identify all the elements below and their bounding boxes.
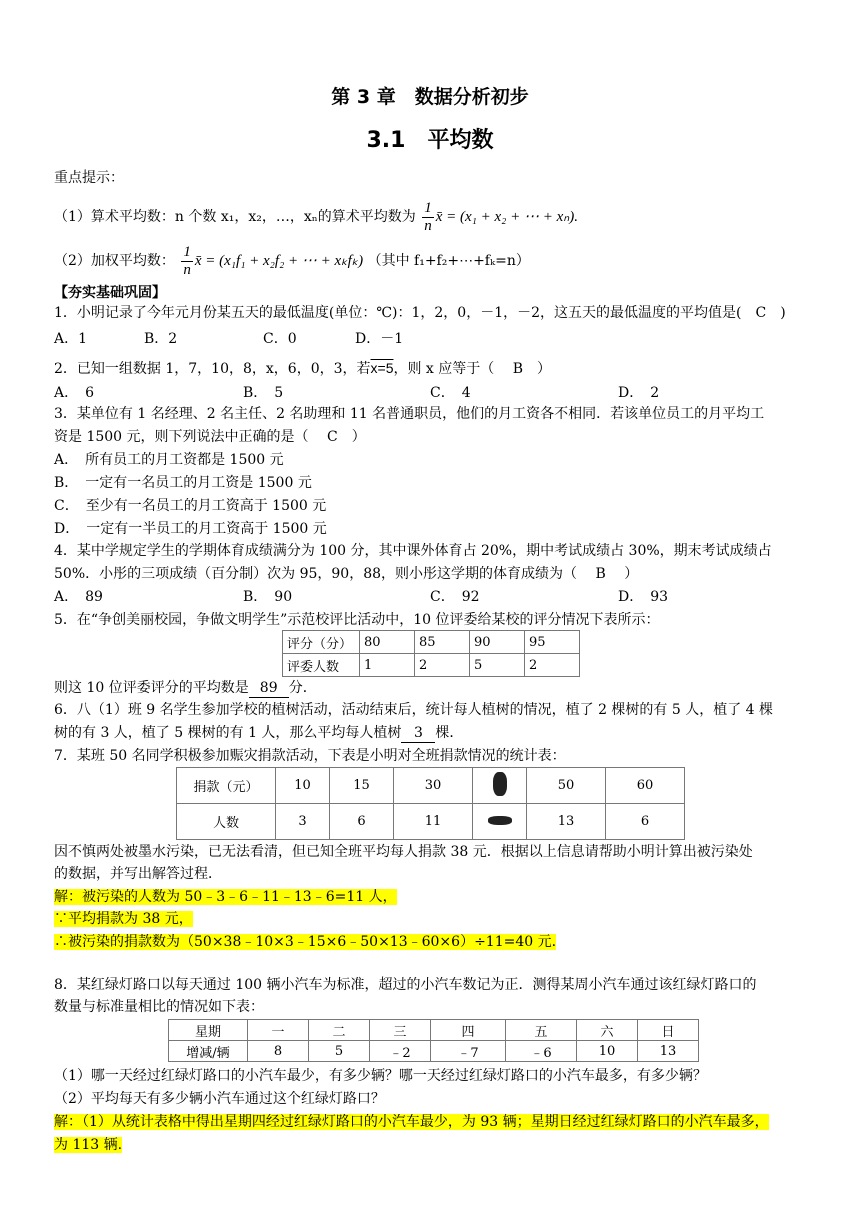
q6-line1: 6．八（1）班 9 名学生参加学校的植树活动，活动结束后，统计每人植树的情况，植了 2 棵树的有 5 人，植了 4 棵 (54, 702, 774, 718)
q1-option-a: A．1 (54, 331, 88, 347)
chapter-title: 第 3 章 数据分析初步 (331, 86, 529, 108)
table-cell: ﹣7 (431, 1041, 506, 1062)
table-row (169, 1041, 699, 1062)
frac-denominator: n (424, 217, 432, 234)
q8-sub2: （2）平均每天有多少辆小汽车通过这个红绿灯路口？ (54, 1091, 385, 1107)
q3-option-d: D． 一定有一半员工的月工资高于 1500 元 (54, 521, 327, 537)
table-cell: 30 (394, 768, 473, 804)
section-title: 3.1 平均数 (366, 128, 494, 153)
weighted-note: （其中 f₁+f₂+⋯+fₖ=n） (367, 253, 530, 269)
q7-solution-line2 (54, 911, 193, 928)
q5-answer-post: 分． (288, 680, 317, 696)
q8-solution-line1 (54, 1114, 769, 1131)
q8-traffic-table (168, 1019, 699, 1062)
q2-option-d: D． 2 (618, 385, 660, 401)
table-cell: 三 (370, 1020, 431, 1041)
table-cell: 90 (470, 631, 525, 654)
q6-line2-pre: 树的有 3 人，植了 5 棵树的有 1 人，那么平均每人植树 (54, 725, 402, 741)
q2-text (54, 360, 551, 378)
tips-heading: 重点提示： (54, 170, 124, 186)
tip-weighted-mean (54, 244, 530, 278)
q4-option-d: D． 93 (618, 589, 669, 605)
q3-option-b: B． 一定有一名员工的月工资是 1500 元 (54, 475, 312, 491)
table-cell: 13 (638, 1041, 699, 1062)
table-cell: 15 (330, 768, 394, 804)
table-cell: ﹣2 (370, 1041, 431, 1062)
table-cell: 60 (606, 768, 685, 804)
table-cell: 80 (360, 631, 415, 654)
q7-solution-line3 (54, 934, 556, 951)
q1-option-d: D．－1 (355, 331, 404, 347)
table-cell: 六 (577, 1020, 638, 1041)
fraction (181, 244, 193, 278)
table-cell: 增减/辆 (169, 1041, 248, 1062)
table-row (177, 804, 685, 840)
table-cell: 6 (606, 804, 685, 840)
q1-option-b: B．2 (144, 331, 178, 347)
weighted-formula: x̄ = (x₁f₁ + x₂f₂ + ⋯ + xₖfₖ) (194, 253, 364, 269)
q7-solution-line1 (54, 889, 397, 906)
q8-sub1: （1）哪一天经过红绿灯路口的小汽车最少，有多少辆？哪一天经过红绿灯路口的小汽车最多，有多少辆？ (54, 1068, 707, 1084)
table-cell: 评分（分） (283, 631, 360, 654)
q7-line2: 因不慎两处被墨水污染，已无法看清，但已知全班平均每人捐款 38 元．根据以上信息请帮助小明计算出被污染处 (54, 844, 753, 860)
table-cell: 二 (309, 1020, 370, 1041)
table-cell: 50 (527, 768, 606, 804)
highlighted-text: 解：（1）从统计表格中得出星期四经过红绿灯路口的小汽车最少，为 93 辆；星期日经过红绿灯路口的小汽车最多， (54, 1114, 769, 1130)
tip-arithmetic-mean (54, 200, 578, 234)
q5-answer: 89 (249, 680, 289, 698)
tip-weighted-label: （2）加权平均数： (54, 253, 175, 269)
q2-text-post: ，则 x 应等于（ B ） (393, 361, 552, 377)
ink-blot-icon (493, 772, 507, 796)
table-cell: 13 (527, 804, 606, 840)
table-cell: 8 (248, 1041, 309, 1062)
arithmetic-formula: x̄ = (x₁ + x₂ + ⋯ + xₙ). (435, 209, 579, 225)
tip-arithmetic-label: （1）算术平均数：n 个数 x₁，x₂，…，xₙ的算术平均数为 (54, 209, 416, 225)
q7-line1: 7．某班 50 名同学积极参加赈灾捐款活动，下表是小明对全班捐款情况的统计表： (54, 748, 566, 764)
table-cell: 捐款（元） (177, 768, 276, 804)
highlighted-text: 解：被污染的人数为 50﹣3﹣6﹣11﹣13﹣6=11 人， (54, 889, 397, 905)
table-cell: 星期 (169, 1020, 248, 1041)
table-row (177, 768, 685, 804)
q5-answer-line (54, 680, 317, 698)
q3-line2: 资是 1500 元，则下列说法中正确的是（ C ） (54, 429, 366, 445)
fraction (422, 200, 434, 234)
table-cell: 人数 (177, 804, 276, 840)
table-cell: 日 (638, 1020, 699, 1041)
q3-line1: 3．某单位有 1 名经理、2 名主任、2 名助理和 11 名普通职员，他们的月工资各不相同．若该单位员工的月平均工 (54, 406, 765, 422)
table-cell: 2 (525, 654, 580, 677)
table-cell: 五 (506, 1020, 577, 1041)
q2-mean-expression: x=5 (370, 360, 394, 376)
q6-answer: 3 (401, 725, 435, 743)
frac-numerator: 1 (424, 200, 432, 216)
q8-solution-line2 (54, 1137, 122, 1154)
table-cell: 10 (577, 1041, 638, 1062)
q8-line1: 8．某红绿灯路口以每天通过 100 辆小汽车为标准，超过的小汽车数记为正．测得某周小汽车通过该红绿灯路口的 (54, 977, 757, 993)
q4-option-a: A． 89 (54, 589, 103, 605)
highlighted-text: ∴被污染的捐款数为（50×38﹣10×3﹣15×6﹣50×13﹣60×6）÷11=40 元. (54, 934, 557, 950)
frac-denominator: n (183, 261, 191, 278)
q4-line1: 4．某中学规定学生的学期体育成绩满分为 100 分，其中课外体育占 20%，期中考试成绩占 30%，期末考试成绩占 (54, 543, 772, 559)
table-cell: 6 (330, 804, 394, 840)
q4-option-b: B． 90 (243, 589, 293, 605)
highlighted-text: 为 113 辆. (54, 1137, 123, 1153)
table-row (169, 1020, 699, 1041)
table-cell: 10 (276, 768, 330, 804)
q1-text: 1．小明记录了今年元月份某五天的最低温度(单位：℃)：1，2，0，－1，－2，这五天的最低温度的平均值是( C ) (54, 305, 786, 321)
table-cell: 一 (248, 1020, 309, 1041)
ink-blot-cell (473, 804, 527, 840)
table-row (283, 631, 580, 654)
q8-line2: 数量与标准量相比的情况如下表： (54, 999, 264, 1015)
table-cell: 2 (415, 654, 470, 677)
q2-option-a: A． 6 (54, 385, 95, 401)
table-cell: 评委人数 (283, 654, 360, 677)
highlighted-text: ∵平均捐款为 38 元， (54, 911, 193, 927)
q5-line1: 5．在“争创美丽校园，争做文明学生”示范校评比活动中，10 位评委给某校的评分情况下表所示： (54, 612, 660, 628)
table-cell: 5 (309, 1041, 370, 1062)
table-cell: 85 (415, 631, 470, 654)
q7-donation-table (176, 767, 685, 840)
table-cell: 95 (525, 631, 580, 654)
table-row (283, 654, 580, 677)
table-cell: 四 (431, 1020, 506, 1041)
q4-option-c: C． 92 (430, 589, 480, 605)
q5-score-table (282, 630, 580, 677)
ink-blot-icon (488, 816, 512, 825)
q2-text-pre: 2．已知一组数据 1，7，10，8，x，6，0，3，若 (54, 361, 371, 377)
q6-line2 (54, 725, 463, 743)
q5-answer-pre: 则这 10 位评委评分的平均数是 (54, 680, 249, 696)
table-cell: 1 (360, 654, 415, 677)
q2-option-c: C． 4 (430, 385, 471, 401)
table-cell: 5 (470, 654, 525, 677)
q3-option-a: A． 所有员工的月工资都是 1500 元 (54, 452, 284, 468)
table-cell: ﹣6 (506, 1041, 577, 1062)
q3-option-c: C． 至少有一名员工的月工资高于 1500 元 (54, 498, 327, 514)
table-cell: 3 (276, 804, 330, 840)
ink-blot-cell (473, 768, 527, 804)
q1-option-c: C．0 (263, 331, 297, 347)
q6-line2-post: 棵． (435, 725, 464, 741)
frac-numerator: 1 (183, 244, 191, 260)
table-cell: 11 (394, 804, 473, 840)
q4-line2: 50%．小彤的三项成绩（百分制）次为 95，90，88，则小彤这学期的体育成绩为（ B ） (54, 566, 639, 582)
section-heading: 【夯实基础巩固】 (54, 285, 166, 301)
q7-line3: 的数据，并写出解答过程． (54, 866, 222, 882)
q2-option-b: B． 5 (243, 385, 284, 401)
